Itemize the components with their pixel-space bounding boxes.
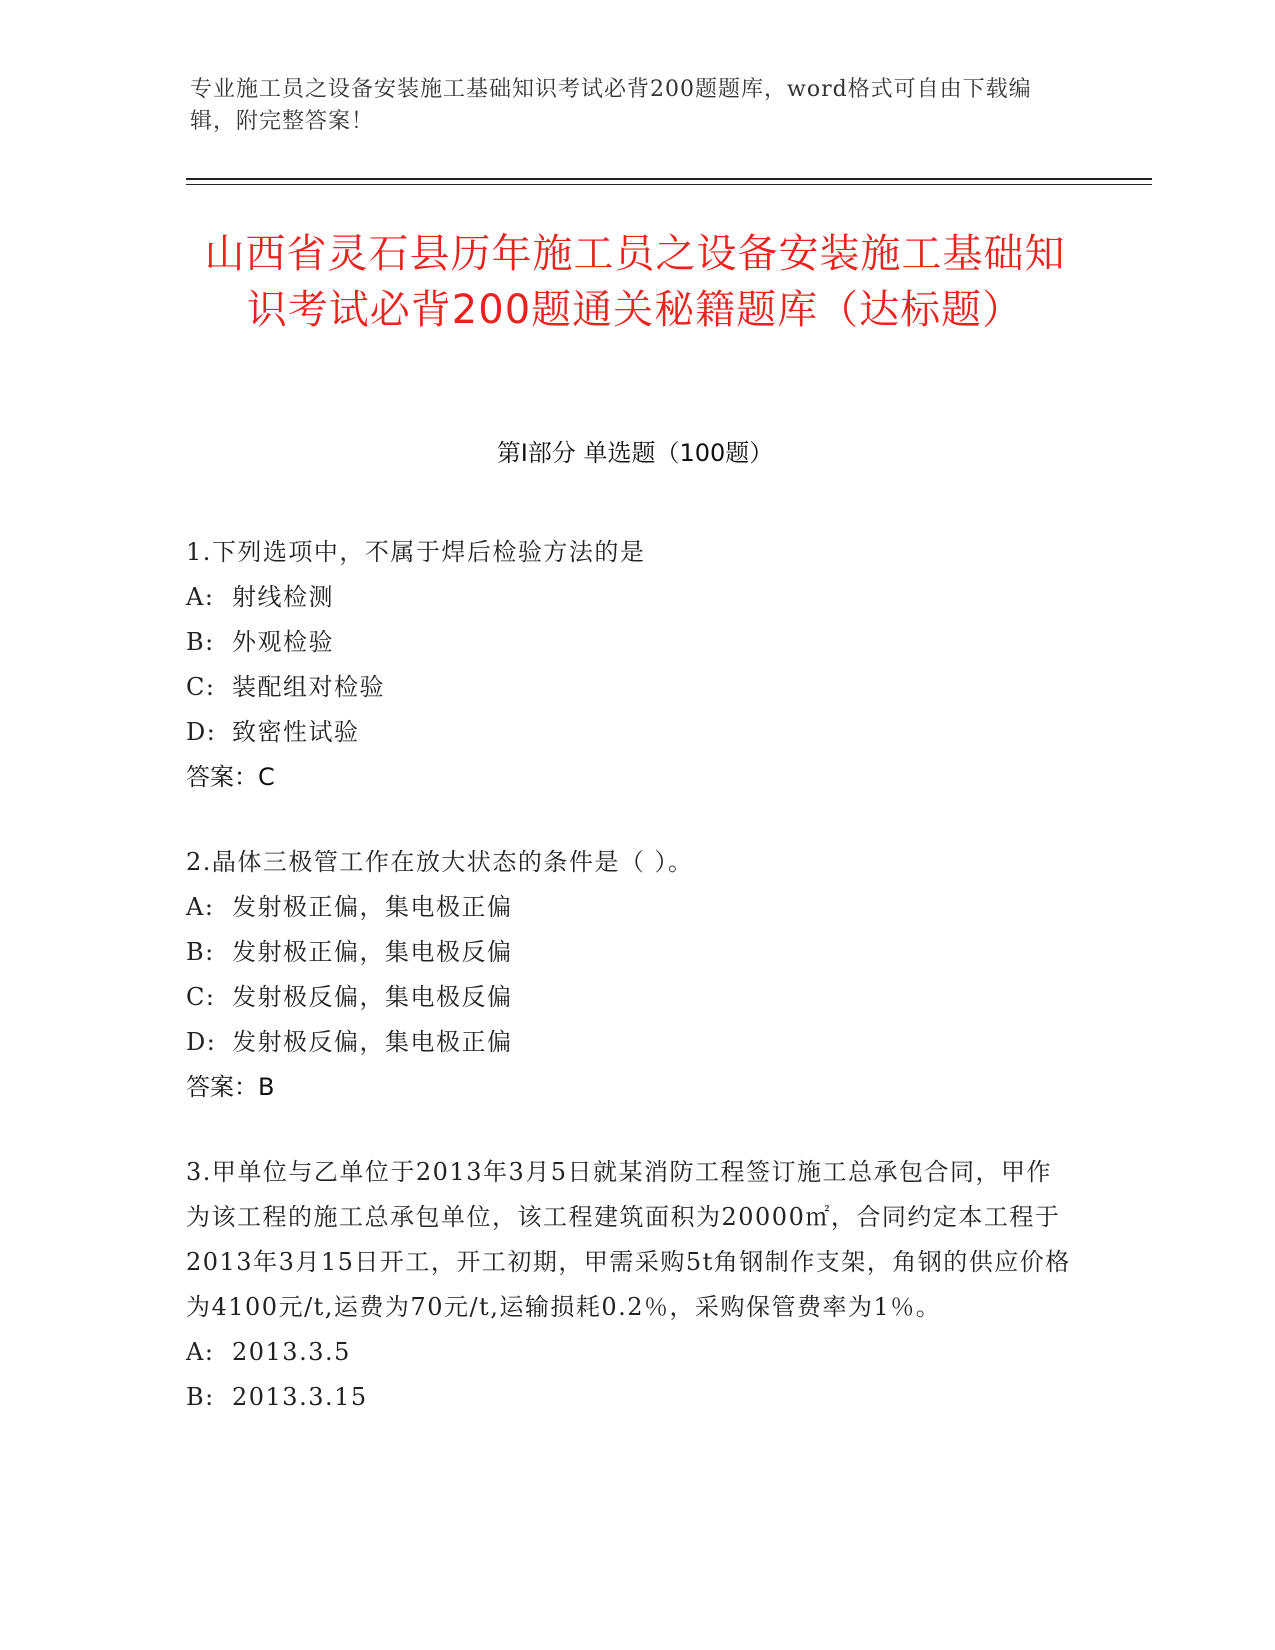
option-text: 射线检测 — [232, 583, 334, 611]
option-a — [186, 575, 1076, 620]
option-b — [186, 1375, 1076, 1420]
question-1 — [186, 530, 1076, 800]
header-note: 专业施工员之设备安装施工基础知识考试必背200题题库，word格式可自由下载编辑，附完整答案！ — [190, 77, 1032, 134]
option-letter: A: — [186, 1338, 215, 1366]
option-letter: D: — [186, 718, 217, 746]
header-rule-thick — [186, 178, 1152, 180]
answer: 答案：B — [186, 1073, 275, 1101]
option-letter: B: — [186, 628, 215, 656]
option-text: 致密性试验 — [232, 718, 360, 746]
option-text: 2013.3.5 — [232, 1338, 351, 1366]
question-3 — [186, 1150, 1076, 1420]
option-letter: C: — [186, 983, 216, 1011]
option-letter: A: — [186, 893, 215, 921]
option-letter: A: — [186, 583, 215, 611]
option-text: 2013.3.15 — [232, 1383, 368, 1411]
option-b — [186, 620, 1076, 665]
question-2 — [186, 840, 1076, 1110]
option-text: 外观检验 — [232, 628, 334, 656]
question-list — [186, 530, 1076, 1460]
option-letter: C: — [186, 673, 216, 701]
option-letter: D: — [186, 1028, 217, 1056]
option-d — [186, 1020, 1076, 1065]
answer: 答案：C — [186, 763, 275, 791]
section-title: 第Ⅰ部分 单选题（100题） — [496, 439, 774, 467]
option-letter: B: — [186, 1383, 215, 1411]
option-text: 发射极反偏，集电极反偏 — [232, 983, 513, 1011]
option-text: 发射极正偏，集电极反偏 — [232, 938, 513, 966]
option-text: 装配组对检验 — [232, 673, 385, 701]
option-text: 发射极反偏，集电极正偏 — [232, 1028, 513, 1056]
question-stem: 1.下列选项中，不属于焊后检验方法的是 — [186, 538, 646, 566]
option-d — [186, 710, 1076, 755]
option-a — [186, 885, 1076, 930]
option-b — [186, 930, 1076, 975]
question-stem: 3.甲单位与乙单位于2013年3月5日就某消防工程签订施工总承包合同，甲作为该工程的施工总承包单位，该工程建筑面积为20000㎡，合同约定本工程于2013年3月15日开工，开工初期，甲需采购5t角钢制作支架，角钢的供应价格为4100元/t,运费为70元/t,运输损耗0.2％，采购保管费率为1％。 — [186, 1158, 1071, 1321]
document-title: 山西省灵石县历年施工员之设备安装施工基础知识考试必背200题通关秘籍题库（达标题） — [204, 231, 1066, 333]
header-rule-thin — [186, 184, 1152, 185]
option-text: 发射极正偏，集电极正偏 — [232, 893, 513, 921]
option-c — [186, 975, 1076, 1020]
option-a — [186, 1330, 1076, 1375]
option-letter: B: — [186, 938, 215, 966]
question-stem: 2.晶体三极管工作在放大状态的条件是（ ）。 — [186, 848, 694, 876]
option-c — [186, 665, 1076, 710]
